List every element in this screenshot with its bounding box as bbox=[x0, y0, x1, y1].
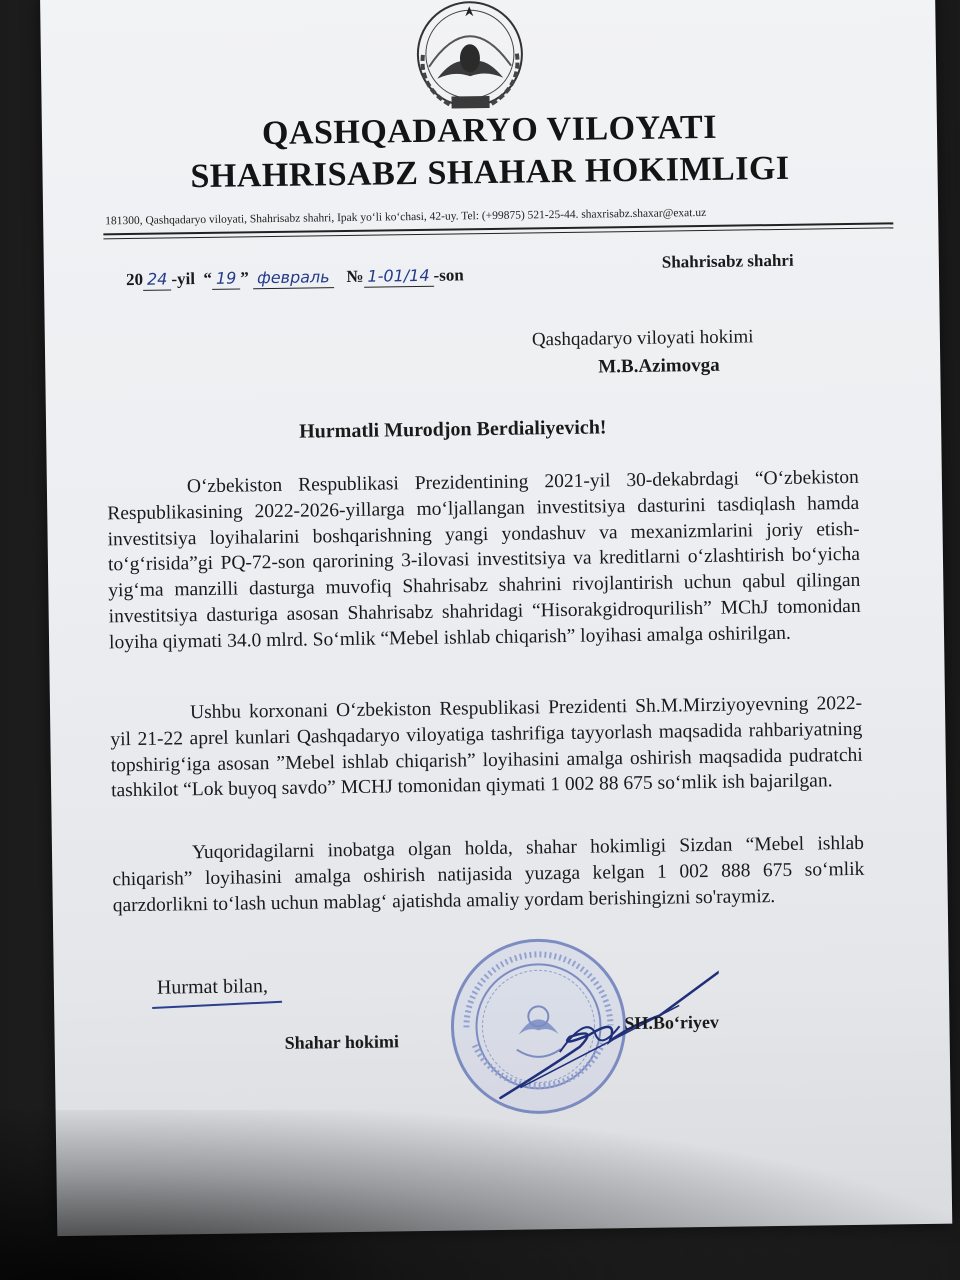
organization-address: 181300, Qashqadaryo viloyati, Shahrisabz shahri, Ipak yo‘li ko‘chasi, 42-uy. Tel: (+99875) 521-25-44. shaxrisabz.shaxar@exat.uz bbox=[105, 206, 707, 228]
day-close-quote: ” bbox=[240, 268, 249, 288]
signer-name: SH.Bo‘riyev bbox=[624, 1011, 720, 1034]
day-handwritten: 19 bbox=[215, 268, 237, 288]
state-emblem-icon bbox=[398, 0, 542, 119]
year-suffix: -yil bbox=[171, 269, 196, 289]
number-handwritten: 1-01/14 bbox=[367, 265, 430, 286]
body-paragraph-3: Yuqoridagilarni inobatga olgan holda, shahar hokimligi Sizdan “Mebel ishlab chiqarish” loyihasini amalga oshirish natijasida yuzaga kelgan 1 002 888 675 so‘mlik qarzdorlikni to‘lash uchun mablag‘ ajatishda amaliy yordam berishingizni so'raymiz. bbox=[112, 832, 865, 916]
body-paragraph-1: O‘zbekiston Respublikasi Prezidentining 2021-yil 30-dekabrdagi “O‘zbekiston Respublikasining 2022-2026-yillarga mo‘ljallangan investitsiya dasturini tasdiqlash hamda investitsiya loyihalarini boshqarishning yangi yondashuv va mexanizmlarini joriy etish-to‘g‘risida”gi PQ-72-son qarorining 3-ilovasi investitsiya va kreditlarni o‘zlashtirish bo‘yicha yig‘ma manzilli dasturga muvofiq Shahrisabz shahrini rivojlantirish uchun qabul qilingan investitsiya dasturiga asosan Shahrisabz shahridagi “Hisorakgidroqurilish” MChJ tomonidan loyiha qiymati 34.0 mlrd. So‘mlik “Mebel ishlab chiqarish” loyihasi amalga oshirilgan. bbox=[107, 466, 861, 654]
year-prefix: 20 bbox=[125, 269, 144, 290]
organization-name-title: SHAHRISABZ SHAHAR HOKIMLIGI bbox=[190, 149, 790, 196]
city-label: Shahrisabz shahri bbox=[661, 250, 794, 272]
date-number-line bbox=[126, 265, 464, 291]
salutation: Hurmatli Murodjon Berdialiyevich! bbox=[298, 416, 607, 443]
body-paragraph-2: Ushbu korxonani O‘zbekiston Respublikasi Prezidenti Sh.M.Mirziyoyevning 2022-yil 21-22 aprel kunlari Qashqadaryo viloyatiga tashrifiga tayyorlash maqsadida rahbariyatning topshirig‘iga asosan ”Mebel ishlab chiqarish” loyihasini amalga oshirish maqsadida pudratchi tashkilot “Lok buyoq savdo” MCHJ tomonidan qiymati 1 002 88 675 so‘mlik ish bajarilgan. bbox=[110, 692, 863, 802]
day-open-quote: “ bbox=[203, 268, 213, 288]
month-handwritten: февраль bbox=[256, 267, 330, 288]
number-suffix: -son bbox=[433, 265, 464, 285]
year-handwritten: 24 bbox=[146, 269, 168, 289]
organization-region-title: QASHQADARYO VILOYATI bbox=[261, 108, 718, 153]
number-label: № bbox=[346, 266, 364, 286]
addressee-name: M.B.Azimovga bbox=[598, 354, 720, 378]
photo-shadow bbox=[0, 1110, 960, 1280]
signer-position: Shahar hokimi bbox=[284, 1031, 400, 1053]
letter-page bbox=[40, 0, 952, 1236]
addressee-title: Qashqadaryo viloyati hokimi bbox=[531, 326, 754, 351]
closing-regards: Hurmat bilan, bbox=[156, 975, 269, 999]
closing-underline bbox=[152, 1001, 282, 1009]
